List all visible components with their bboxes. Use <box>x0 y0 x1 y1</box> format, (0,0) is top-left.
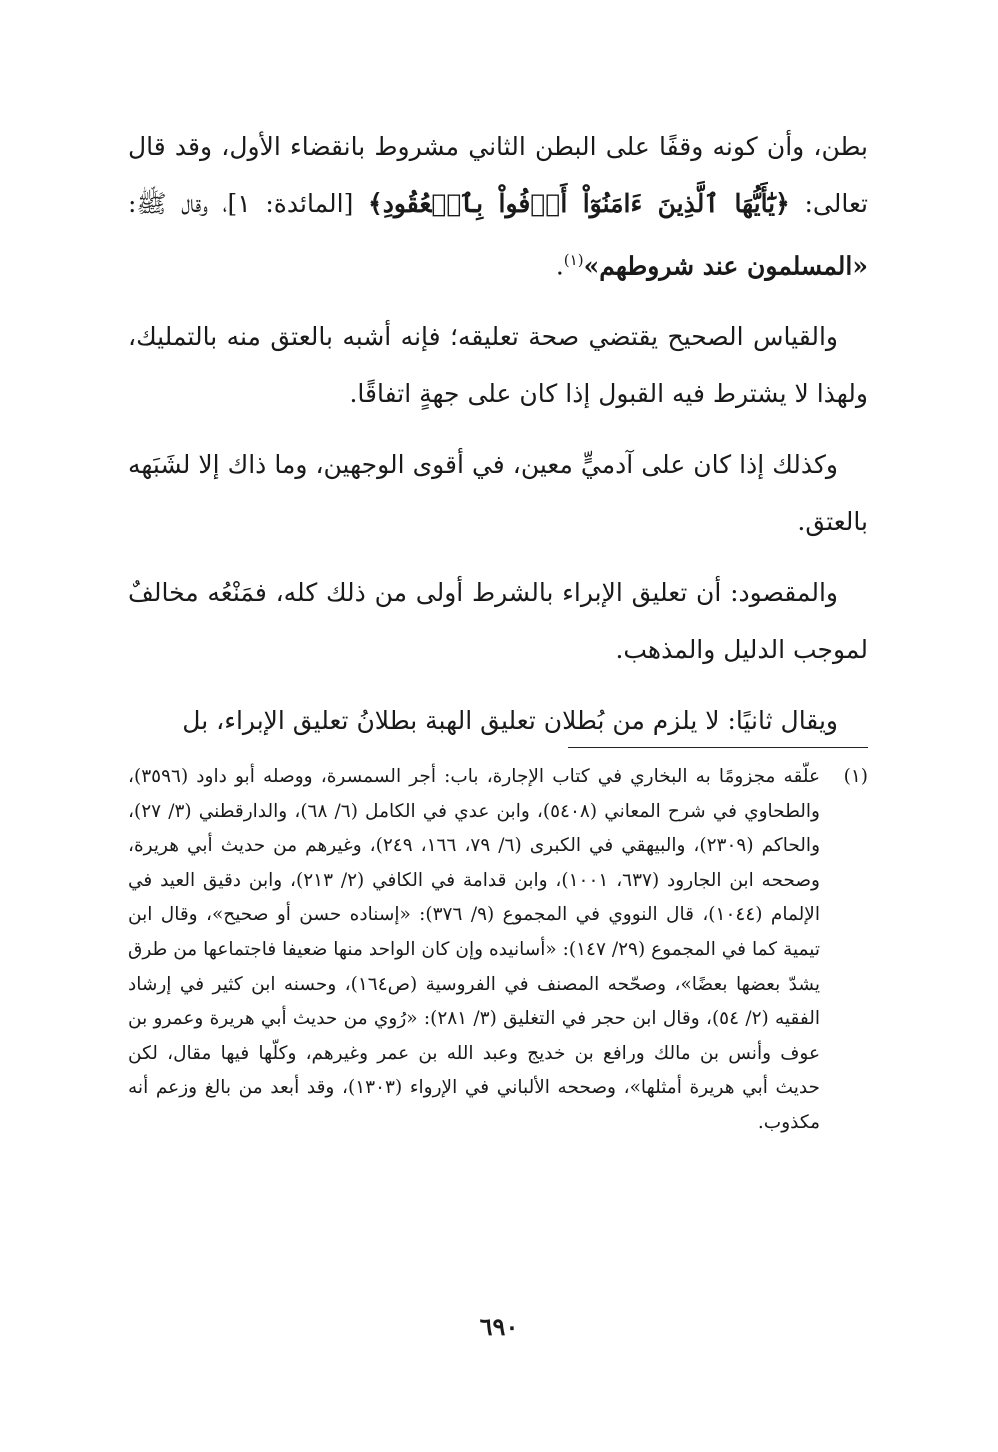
footnote-divider <box>568 747 868 748</box>
footnote-1 <box>128 760 868 1141</box>
paragraph-3: وكذلك إذا كان على آدميٍّ معين، في أقوى الوجهين، وما ذاك إلا لشَبَهه بالعتق. <box>128 450 868 537</box>
quran-verse: ﴿يَٰٓأَيُّهَا ٱلَّذِينَ ءَامَنُوٓاْ أَوۡفُواْ بِٱلۡعُقُودِ﴾ <box>368 189 790 218</box>
hadith-quote: «المسلمون عند شروطهم» <box>583 251 868 281</box>
paragraph-4: والمقصود: أن تعليق الإبراء بالشرط أولى من ذلك كله، فمَنْعُه مخالفٌ لموجب الدليل والمذهب. <box>128 578 868 665</box>
footnote-text: علّقه مجزومًا به البخاري في كتاب الإجارة، باب: أجر السمسرة، ووصله أبو داود (٣٥٩٦)، والطحاوي في شرح المعاني (٥٤٠٨)، وابن عدي في الكامل (٦/ ٦٨)، والدارقطني (٣/ ٢٧)، والحاكم (٢٣٠٩)، والبيهقي في الكبرى (٦/ ٧٩، ١٦٦، ٢٤٩)، وغيرهم من حديث أبي هريرة، وصححه ابن الجارود (٦٣٧، ١٠٠١)، وابن قدامة في الكافي (٢/ ٢١٣)، وابن دقيق العيد في الإلمام (١٠٤٤)، قال النووي في المجموع (٩/ ٣٧٦): «إسناده حسن أو صحيح»، وقال ابن تيمية كما في المجموع (٢٩/ ١٤٧): «أسانيده وإن كان الواحد منها ضعيفا فاجتماعها من طرق يشدّ بعضها بعضًا»، وصحّحه المصنف في الفروسية (ص١٦٤)، وحسنه ابن كثير في إرشاد الفقيه (٢/ ٥٤)، وقال ابن حجر في التغليق (٣/ ٢٨١): «رُوي من حديث أبي هريرة وعمرو بن عوف وأنس بن مالك ورافع بن خديج وعبد الله بن عمر وغيرهم، وكلّها فيها مقال، لكن حديث أبي هريرة أمثلها»، وصححه الألباني في الإرواء (١٣٠٣)، وقد أبعد من بالغ وزعم أنه مكذوب. <box>128 766 821 1133</box>
paragraph-1-opening: بطن، وأن كونه وقفًا على البطن الثاني مشروط بانقضاء الأول، وقد قال تعالى: <box>128 132 868 218</box>
paragraph-5: ويقال ثانيًا: لا يلزم من بُطلان تعليق الهبة بطلانُ تعليق الإبراء، بل <box>182 706 838 736</box>
paragraph-1-end: . <box>555 251 564 281</box>
page-number: ٦٩٠ <box>479 1312 519 1341</box>
footnote-number: (١) <box>843 766 868 787</box>
paragraph-2: والقياس الصحيح يقتضي صحة تعليقه؛ فإنه أشبه بالعتق منه بالتمليك، ولهذا لا يشترط فيه القبول إذا كان على جهةٍ اتفاقًا. <box>128 322 868 409</box>
footnote-marker: (١) <box>563 251 584 269</box>
main-text <box>128 118 868 763</box>
verse-reference: [المائدة: ١]، وقال ﷺ: <box>128 189 369 218</box>
paragraph-1 <box>128 118 868 294</box>
footnotes <box>128 760 868 1141</box>
